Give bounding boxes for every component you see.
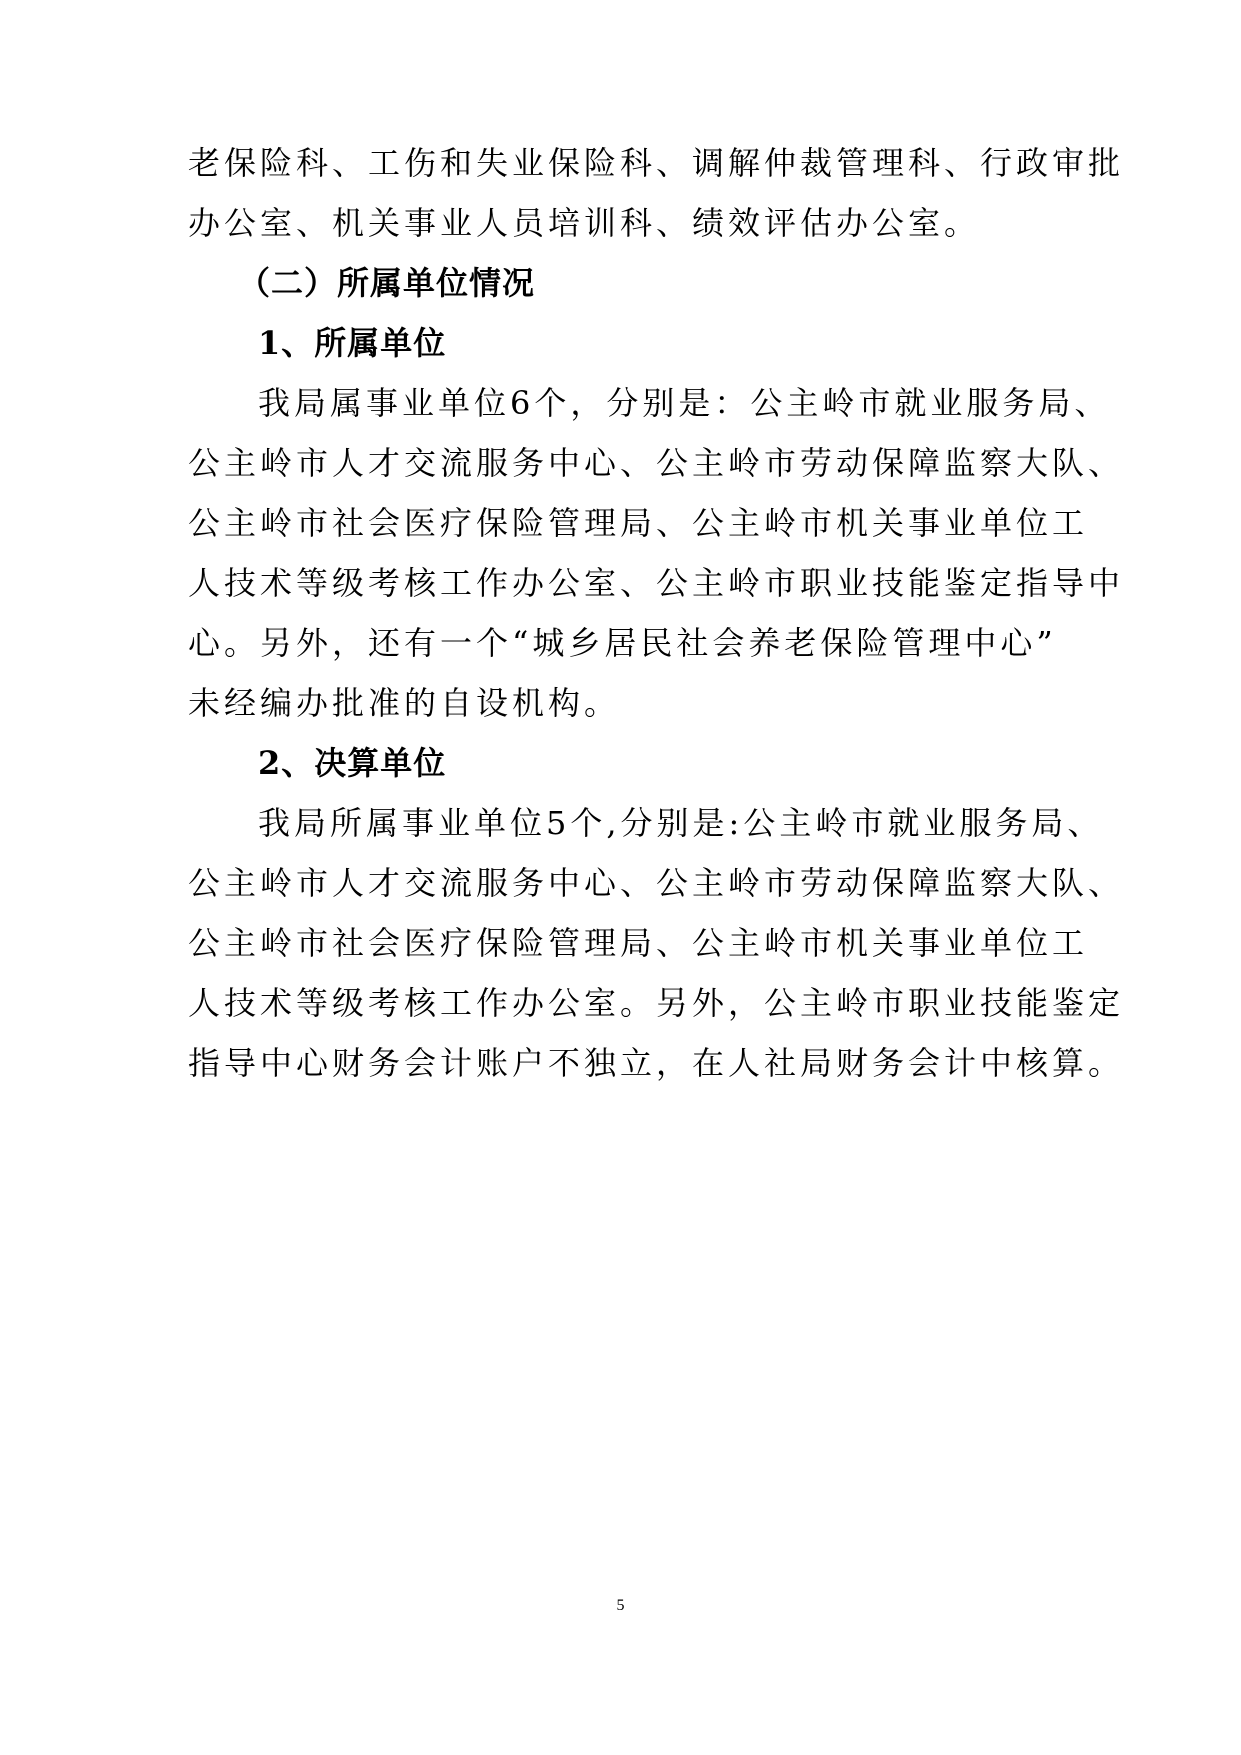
paragraph-1-line-1: 我局属事业单位6个，分别是：公主岭市就业服务局、 [258,384,1111,422]
paragraph-1-line-2: 公主岭市人才交流服务中心、公主岭市劳动保障监察大队、 [188,444,1125,482]
subsection-heading-2: 2、决算单位 [258,744,447,782]
section-heading: （二）所属单位情况 [238,264,536,302]
intro-line-2: 办公室、机关事业人员培训科、绩效评估办公室。 [188,204,981,242]
paragraph-2-line-3: 公主岭市社会医疗保险管理局、公主岭市机关事业单位工 [188,924,1089,962]
page-number: 5 [616,1597,625,1614]
paragraph-1-line-4: 人技术等级考核工作办公室、公主岭市职业技能鉴定指导中 [188,564,1125,602]
subsection-heading-1: 1、所属单位 [258,324,447,362]
paragraph-1-line-5: 心。另外，还有一个“城乡居民社会养老保险管理中心” [188,624,1057,662]
paragraph-2-line-2: 公主岭市人才交流服务中心、公主岭市劳动保障监察大队、 [188,864,1125,902]
paragraph-1-line-6: 未经编办批准的自设机构。 [188,684,621,722]
intro-line-1: 老保险科、工伤和失业保险科、调解仲裁管理科、行政审批 [188,144,1125,182]
paragraph-2-line-4: 人技术等级考核工作办公室。另外，公主岭市职业技能鉴定 [188,984,1125,1022]
paragraph-2-line-5: 指导中心财务会计账户不独立，在人社局财务会计中核算。 [188,1044,1125,1082]
paragraph-1-line-3: 公主岭市社会医疗保险管理局、公主岭市机关事业单位工 [188,504,1089,542]
paragraph-2-line-1: 我局所属事业单位5个,分别是:公主岭市就业服务局、 [258,804,1104,842]
